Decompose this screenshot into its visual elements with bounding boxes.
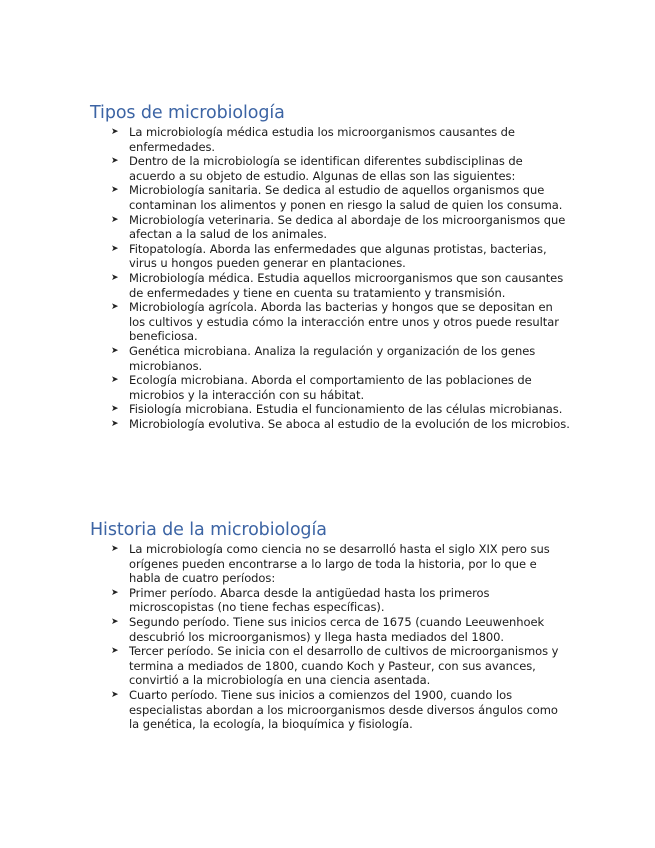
arrow-bullet-icon: ➤ <box>111 185 119 196</box>
arrow-bullet-icon: ➤ <box>111 404 119 415</box>
section-heading: Tipos de microbiología <box>90 103 285 123</box>
section-historia <box>90 518 570 732</box>
list-item: ➤ Primer período. Abarca desde la antigüedad hasta los primeros microscopistas (no tiene fechas específicas). <box>111 585 490 615</box>
list-item: ➤ Microbiología evolutiva. Se aboca al estudio de la evolución de los microbios. <box>111 416 570 431</box>
list-item: ➤ Fisiología microbiana. Estudia el funcionamiento de las células microbianas. <box>111 402 563 417</box>
arrow-bullet-icon: ➤ <box>111 616 119 627</box>
list-item: ➤ La microbiología médica estudia los microorganismos causantes de enfermedades. <box>111 125 515 154</box>
arrow-bullet-icon: ➤ <box>111 156 119 167</box>
list-item: ➤ Cuarto período. Tiene sus inicios a comienzos del 1900, cuando los especialistas abordan a los microorganismos desde diversos ángulos como la genética, la ecología, la bioquímica y fisiología. <box>111 687 558 732</box>
list-item: ➤ Microbiología sanitaria. Se dedica al estudio de aquellos organismos que contaminan los alimentos y ponen en riesgo la salud de quien los consuma. <box>111 183 563 212</box>
bullet-list <box>90 542 570 732</box>
list-item: ➤ Fitopatología. Aborda las enfermedades que algunas protistas, bacterias, virus u hongos pueden generar en plantaciones. <box>111 241 547 271</box>
arrow-bullet-icon: ➤ <box>111 127 119 137</box>
list-item: ➤ Microbiología agrícola. Aborda las bacterias y hongos que se depositan en los cultivos y estudia cómo la interacción entre unos y otros puede resultar beneficiosa. <box>111 300 559 344</box>
arrow-bullet-icon: ➤ <box>111 272 119 283</box>
arrow-bullet-icon: ➤ <box>111 646 119 657</box>
list-item: ➤ Dentro de la microbiología se identifican diferentes subdisciplinas de acuerdo a su objeto de estudio. Algunas de ellas son las siguientes: <box>111 154 523 183</box>
section-heading: Historia de la microbiología <box>90 520 327 540</box>
list-item: ➤ Microbiología veterinaria. Se dedica al abordaje de los microorganismos que afectan a la salud de los animales. <box>111 212 566 242</box>
list-item: ➤ La microbiología como ciencia no se desarrolló hasta el siglo XIX pero sus orígenes pueden encontrarse a lo largo de toda la historia, por lo que e habla de cuatro períodos: <box>111 542 550 586</box>
arrow-bullet-icon: ➤ <box>111 302 119 313</box>
list-item: ➤ Ecología microbiana. Aborda el comportamiento de las poblaciones de microbios y la interacción con su hábitat. <box>111 373 532 402</box>
arrow-bullet-icon: ➤ <box>111 243 119 254</box>
arrow-bullet-icon: ➤ <box>111 214 119 225</box>
section-tipos <box>90 101 570 431</box>
list-item: ➤ Microbiología médica. Estudia aquellos microorganismos que son causantes de enfermedades y tiene en cuenta su tratamiento y transmisión. <box>111 270 564 300</box>
arrow-bullet-icon: ➤ <box>111 587 119 598</box>
list-item: ➤ Genética microbiana. Analiza la regulación y organización de los genes microbianos. <box>111 343 536 373</box>
arrow-bullet-icon: ➤ <box>111 345 119 356</box>
arrow-bullet-icon: ➤ <box>111 375 119 386</box>
arrow-bullet-icon: ➤ <box>111 544 119 554</box>
arrow-bullet-icon: ➤ <box>111 418 119 429</box>
bullet-list <box>90 125 570 431</box>
list-item: ➤ Tercer período. Se inicia con el desarrollo de cultivos de microorganismos y termina a mediados de 1800, cuando Koch y Pasteur, con sus avances, convirtió a la microbiología en una ciencia asentada. <box>111 644 559 688</box>
arrow-bullet-icon: ➤ <box>111 689 119 700</box>
list-item: ➤ Segundo período. Tiene sus inicios cerca de 1675 (cuando Leeuwenhoek descubrió los microorganismos) y llega hasta mediados del 1800. <box>111 614 545 644</box>
